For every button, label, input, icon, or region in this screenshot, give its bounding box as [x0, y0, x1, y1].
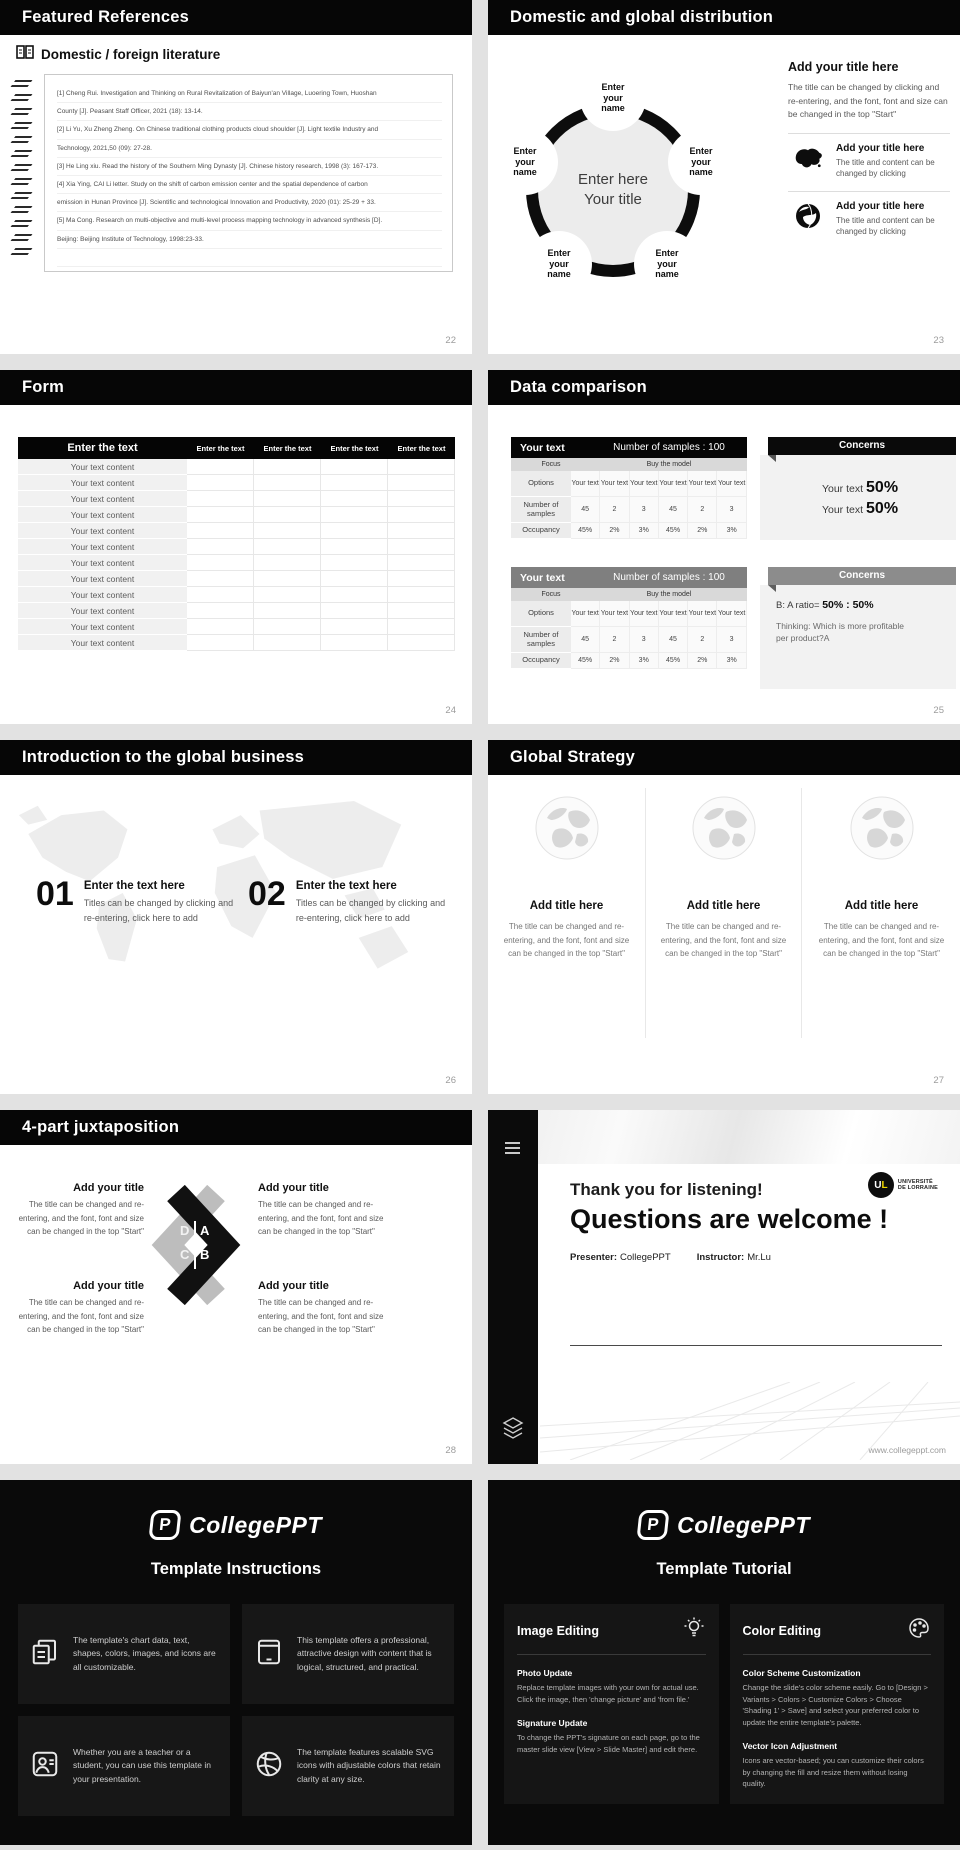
thinking-note: Thinking: Which is more profitable per product?A — [776, 621, 905, 643]
buy-model-label: Buy the model — [646, 591, 692, 598]
right-text-panel — [788, 60, 950, 238]
letter-divider — [194, 1221, 196, 1269]
table-subheader-row — [511, 458, 747, 471]
section-title: Photo Update — [517, 1668, 573, 1678]
page-number: 27 — [933, 1075, 944, 1086]
item-number: 02 — [248, 875, 286, 913]
brand-logo — [0, 1510, 472, 1540]
comparison-table-1 — [511, 437, 747, 539]
page-number: 24 — [445, 705, 456, 716]
table-row — [18, 491, 455, 507]
empty-cell — [254, 507, 321, 523]
item-body: The title and content can be changed by clicking — [836, 215, 935, 236]
item-heading: Enter the text here — [83, 880, 185, 892]
reference-line: [3] He Ling xiu. Read the history of the Southern Ming Dynasty [J]. Chinese history research, 1998 (3): 167-173. — [57, 158, 442, 176]
empty-cell — [254, 587, 321, 603]
reference-line: [2] Li Yu, Xu Zheng Zheng. On Chinese traditional clothing products cloud shoulder [J]. Light textile Industry and — [57, 121, 442, 139]
table-row: Number of samples 45 2 3 45 2 3 — [511, 627, 747, 653]
panel-item — [788, 191, 950, 238]
vector-circle-icon — [254, 1749, 286, 1784]
item-heading: Enter the text here — [295, 880, 397, 892]
slide-title-bar: Data comparison — [488, 370, 960, 405]
panel-heading: Template Tutorial — [656, 1560, 792, 1578]
slide-title-bar: Featured References — [0, 0, 472, 35]
empty-cell — [321, 619, 388, 635]
column-body: The title can be changed and re-entering, and the font, font and size can be changed in the top "Start" — [660, 922, 787, 958]
black-side-band — [488, 1110, 538, 1464]
row-label: Your text content — [18, 459, 187, 475]
diagram-node: Enter your name — [492, 129, 558, 195]
table-subheader-row — [511, 588, 747, 601]
letter-c: C — [180, 1247, 190, 1262]
strategy-column — [645, 788, 802, 1038]
table-row — [18, 571, 455, 587]
table-row — [18, 635, 455, 651]
empty-cell — [187, 571, 254, 587]
empty-cell — [254, 635, 321, 651]
table-header-cell: Enter the text — [330, 443, 379, 453]
item-heading: Add your title here — [836, 142, 925, 154]
row-label: Your text content — [18, 603, 187, 619]
reference-line: County [J]. Peasant Staff Officer, 2021 (18): 13-14. — [57, 103, 442, 121]
numbered-item — [248, 876, 448, 925]
slide-26-global-business[interactable] — [0, 740, 472, 1094]
table-row — [18, 603, 455, 619]
page-number: 22 — [445, 335, 456, 346]
column-heading: Add title here — [686, 900, 761, 912]
instruction-text: The template's chart data, text, shapes, colors, images, and icons are all customizable. — [73, 1634, 216, 1672]
empty-cell — [187, 475, 254, 491]
empty-cell — [388, 587, 455, 603]
column-title: Image Editing — [517, 1623, 599, 1638]
empty-cell — [321, 555, 388, 571]
column-body: The title can be changed and re-entering, and the font, font and size can be changed in the top "Start" — [503, 922, 630, 958]
instruction-text: The template features scalable SVG icons with adjustable colors that retain clarity at any size. — [297, 1746, 441, 1784]
instruction-text: This template offers a professional, attractive design with content that is logical, structured, and practical. — [297, 1634, 432, 1672]
slide-title-bar: Introduction to the global business — [0, 740, 472, 775]
page-number: 25 — [933, 705, 944, 716]
empty-cell — [388, 555, 455, 571]
decorative-sweep — [488, 1110, 960, 1164]
table-row — [18, 507, 455, 523]
focus-label: Focus — [541, 591, 561, 598]
empty-cell — [254, 459, 321, 475]
globe-icon — [692, 796, 756, 860]
numbered-item — [36, 876, 236, 925]
row-label: Your text content — [18, 507, 187, 523]
table-header-cell: Enter the text — [67, 442, 138, 454]
lightbulb-icon — [682, 1616, 706, 1645]
collegeppt-logo-icon: P — [637, 1510, 670, 1540]
instruction-card — [18, 1716, 230, 1816]
panel-heading: Template Instructions — [150, 1560, 322, 1578]
table-header-cell: Enter the text — [196, 443, 245, 453]
empty-cell — [321, 475, 388, 491]
empty-cell — [254, 523, 321, 539]
text-block: Add your title The title can be changed and re-entering, and the font, font and size can be changed in the top "Start" — [18, 1182, 144, 1236]
slide-title-bar: 4-part juxtaposition — [0, 1110, 472, 1145]
empty-cell — [187, 491, 254, 507]
table-row: Occupancy 45% 2% 3% 45% 2% 3% — [511, 523, 747, 539]
page-number: 28 — [445, 1445, 456, 1456]
empty-cell — [321, 603, 388, 619]
section-body: Change the slide's color scheme easily. Go to [Design > Variants > Colors > Customize Colors > Choose 'Shading 1' > Save] and select your preferred color to update the entire template's palette. — [742, 1683, 928, 1727]
section-title: Domestic / foreign literature — [41, 47, 221, 62]
item-body: Titles can be changed by clicking and re-entering, click here to add — [295, 898, 446, 923]
table-row — [18, 555, 455, 571]
thank-you-text — [570, 1180, 888, 1263]
instruction-text: Whether you are a teacher or a student, you can use this template in your presentation. — [73, 1746, 211, 1784]
empty-cell — [321, 523, 388, 539]
empty-cell — [254, 475, 321, 491]
x-ribbon-graphic — [138, 1185, 254, 1305]
panel-item — [788, 133, 950, 180]
empty-cell — [187, 459, 254, 475]
form-table — [18, 437, 455, 651]
empty-cell — [187, 603, 254, 619]
empty-cell — [388, 507, 455, 523]
diagram-center-line2: Your title — [584, 191, 642, 208]
tutorial-column-color-editing — [730, 1604, 945, 1804]
empty-cell — [321, 459, 388, 475]
stacked-pages-icon — [30, 1637, 62, 1672]
slide-title-bar: Global Strategy — [488, 740, 960, 775]
slide-thank-you[interactable] — [488, 1110, 960, 1464]
table-row — [18, 459, 455, 475]
fold-corner — [768, 585, 776, 592]
website-url: www.collegeppt.com — [868, 1445, 946, 1455]
row-label: Your text content — [18, 619, 187, 635]
person-frame-icon — [30, 1749, 62, 1784]
instruction-card — [242, 1716, 454, 1816]
fold-corner — [768, 455, 776, 462]
china-map-icon — [788, 143, 828, 180]
empty-cell — [388, 491, 455, 507]
instruction-card — [242, 1604, 454, 1704]
text-block: Add your title The title can be changed and re-entering, and the font, font and size can be changed in the top "Start" — [18, 1280, 144, 1334]
empty-cell — [187, 635, 254, 651]
samples-header: Number of samples : 100 — [613, 442, 725, 453]
page-number: 26 — [445, 1075, 456, 1086]
ratio-line: B: A ratio= 50% : 50% — [776, 599, 874, 611]
concern-line: Your text 50% — [821, 479, 899, 496]
slide-25-data-comparison[interactable] — [488, 370, 960, 724]
item-number: 01 — [36, 875, 74, 913]
collegeppt-logo-icon: P — [149, 1510, 182, 1540]
comparison-table-2 — [511, 567, 747, 669]
reference-line — [57, 249, 442, 267]
credits-row — [570, 1252, 888, 1263]
empty-cell — [321, 539, 388, 555]
spiral-binding-icon — [13, 80, 30, 255]
empty-cell — [187, 507, 254, 523]
references-panel — [44, 74, 453, 272]
empty-cell — [187, 523, 254, 539]
concerns-title: Concerns — [768, 437, 956, 455]
strategy-column — [488, 788, 645, 1038]
table-header-row — [511, 567, 747, 588]
menu-icon — [505, 1142, 520, 1157]
empty-cell — [254, 555, 321, 571]
row-label: Your text content — [18, 635, 187, 651]
empty-cell — [254, 491, 321, 507]
globe-icon — [788, 201, 828, 238]
instruction-card — [18, 1604, 230, 1704]
empty-cell — [254, 571, 321, 587]
slide-22-featured-references[interactable] — [0, 0, 472, 354]
table-row: Number of samples 45 2 3 45 2 3 — [511, 497, 747, 523]
section-title: Signature Update — [517, 1718, 588, 1728]
empty-cell — [388, 635, 455, 651]
table-header-cell: Enter the text — [397, 443, 446, 453]
row-label: Your text content — [18, 539, 187, 555]
row-label: Your text content — [18, 491, 187, 507]
table-row: Options Your text Your text Your text Your text Your text Your text — [511, 471, 747, 497]
item-body: The title and content can be changed by clicking — [836, 157, 935, 178]
row-label: Your text content — [18, 587, 187, 603]
empty-cell — [187, 555, 254, 571]
panel-body: The title can be changed by clicking and re-entering, and the font, font and size can be changed in the top "Start" — [788, 82, 948, 119]
text-block: Add your title The title can be changed and re-entering, and the font, font and size can be changed in the top "Start" — [258, 1182, 384, 1236]
table-row: Options Your text Your text Your text Your text Your text Your text — [511, 601, 747, 627]
item-heading: Add your title here — [836, 200, 925, 212]
globe-icon — [850, 796, 914, 860]
divider-line — [570, 1345, 942, 1346]
panel-heading: Add your title here — [788, 60, 899, 74]
diagram-node: Enter your name — [668, 129, 734, 195]
text-block: Add your title The title can be changed and re-entering, and the font, font and size can be changed in the top "Start" — [258, 1280, 384, 1334]
slide-title-bar: Domestic and global distribution — [488, 0, 960, 35]
table-header-cell: Enter the text — [263, 443, 312, 453]
thank-you-line: Thank you for listening! — [570, 1180, 763, 1199]
row-label: Your text content — [18, 475, 187, 491]
column-heading: Add title here — [529, 900, 604, 912]
slide-23-distribution[interactable] — [488, 0, 960, 354]
strategy-column — [803, 788, 960, 1038]
empty-cell — [254, 603, 321, 619]
presenter: Presenter: CollegePPT — [570, 1252, 671, 1263]
empty-cell — [321, 491, 388, 507]
empty-cell — [321, 571, 388, 587]
empty-cell — [254, 539, 321, 555]
open-book-icon — [16, 45, 34, 64]
letter-b: B — [200, 1247, 210, 1262]
empty-cell — [388, 571, 455, 587]
table-row — [18, 619, 455, 635]
instructor: Instructor: Mr.Lu — [696, 1252, 771, 1263]
table-row — [18, 587, 455, 603]
slide-27-global-strategy[interactable] — [488, 740, 960, 1094]
brand-name: CollegePPT — [677, 1511, 810, 1538]
reference-line: [4] Xia Ying, CAI Li letter. Study on the shift of carbon emission center and the spatial dependence of carbon — [57, 176, 442, 194]
item-body: Titles can be changed by clicking and re-entering, click here to add — [83, 898, 234, 923]
section-body: To change the PPT's signature on each page, go to the master slide view [View > Slide Master] and edit there. — [517, 1733, 700, 1754]
buy-model-label: Buy the model — [646, 461, 692, 468]
empty-cell — [388, 523, 455, 539]
slide-title-bar: Form — [0, 370, 472, 405]
questions-line: Questions are welcome ! — [570, 1204, 889, 1234]
empty-cell — [388, 459, 455, 475]
table-header-row — [18, 437, 455, 459]
page-number: 23 — [933, 335, 944, 346]
tablet-icon — [254, 1637, 286, 1672]
table-row — [18, 475, 455, 491]
row-label: Your text content — [18, 555, 187, 571]
empty-cell — [388, 539, 455, 555]
university-name: UNIVERSITÉ DE LORRAINE — [897, 1178, 938, 1191]
table-name: Your text — [520, 441, 565, 454]
empty-cell — [254, 619, 321, 635]
column-title: Color Editing — [742, 1623, 821, 1638]
world-map-background — [0, 782, 472, 1082]
section-title: Color Scheme Customization — [742, 1668, 861, 1678]
slide-24-form[interactable] — [0, 370, 472, 724]
column-heading: Add title here — [844, 900, 919, 912]
reference-line: [1] Cheng Rui. Investigation and Thinking on Rural Revitalization of Baiyun'an Village, Luoering Town, Huoshan — [57, 85, 442, 103]
table-row: Occupancy 45% 2% 3% 45% 2% 3% — [511, 653, 747, 669]
diagram-node: Enter your name — [526, 231, 592, 297]
empty-cell — [388, 475, 455, 491]
empty-cell — [187, 587, 254, 603]
brand-logo — [488, 1510, 960, 1540]
row-label: Your text content — [18, 523, 187, 539]
empty-cell — [388, 603, 455, 619]
section-body: Icons are vector-based; you can customize their colors by changing the fill and resize them without losing quality. — [742, 1756, 924, 1788]
table-header-row — [511, 437, 747, 458]
table-row — [18, 523, 455, 539]
empty-cell — [187, 619, 254, 635]
layers-icon — [502, 1417, 524, 1446]
section-title: Vector Icon Adjustment — [742, 1741, 838, 1751]
section-body: Replace template images with your own for actual use. Click the image, then 'change picture' and 'from file.' — [517, 1683, 699, 1704]
empty-cell — [321, 635, 388, 651]
tutorial-panel — [488, 1480, 960, 1845]
reference-line: [5] Ma Cong. Research on multi-objective and multi-level process mapping technology in advanced synthesis [D]. — [57, 212, 442, 230]
instructions-panel — [0, 1480, 472, 1845]
section-heading — [16, 45, 220, 64]
reference-line: Beijing: Beijing Institute of Technology, 1998:23-33. — [57, 231, 442, 249]
diagram-center-line1: Enter here — [577, 171, 649, 188]
ul-logo-mark: U L — [868, 1172, 894, 1198]
table-name: Your text — [520, 571, 565, 584]
focus-label: Focus — [541, 461, 561, 468]
empty-cell — [187, 539, 254, 555]
reference-line: emission in Hunan Province [J]. Scientific and technological Innovation and Productivity, 2020 (01): 25-29 + 33. — [57, 194, 442, 212]
concerns-box-2 — [760, 567, 956, 689]
tutorial-column-image-editing — [504, 1604, 719, 1804]
samples-header: Number of samples : 100 — [613, 572, 725, 583]
empty-cell — [388, 619, 455, 635]
letter-a: A — [200, 1223, 210, 1238]
diagram-node: Enter your name — [634, 231, 700, 297]
empty-cell — [321, 587, 388, 603]
brand-name: CollegePPT — [189, 1511, 322, 1538]
concern-line: Your text 50% — [821, 500, 899, 517]
empty-cell — [321, 507, 388, 523]
diagram-node: Enter your name — [580, 65, 646, 131]
slide-28-juxtaposition[interactable] — [0, 1110, 472, 1464]
palette-icon — [907, 1616, 931, 1645]
table-row — [18, 539, 455, 555]
globe-icon — [535, 796, 599, 860]
letter-d: D — [180, 1223, 190, 1238]
concerns-box-1 — [760, 437, 956, 540]
row-label: Your text content — [18, 571, 187, 587]
concerns-title: Concerns — [768, 567, 956, 585]
column-body: The title can be changed and re-entering, and the font, font and size can be changed in the top "Start" — [818, 922, 945, 958]
reference-line: Technology, 2021,50 (09): 27-28. — [57, 140, 442, 158]
